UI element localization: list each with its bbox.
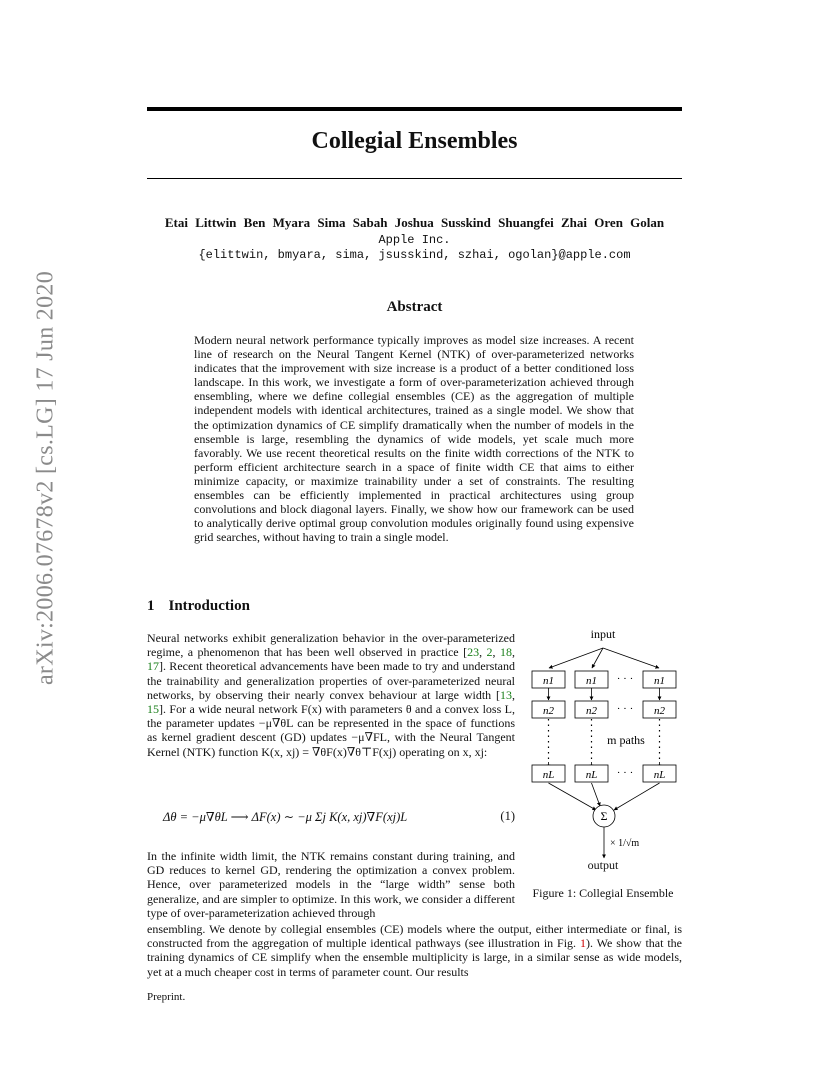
citation-link[interactable]: 18 <box>500 645 512 660</box>
equation-1 <box>163 803 515 839</box>
node-label: n1 <box>586 675 597 687</box>
author-list: Etai Littwin Ben Myara Sima Sabah Joshua Susskind Shuangfei Zhai Oren Golan <box>164 215 665 230</box>
sum-symbol: Σ <box>600 809 608 823</box>
node-label: nL <box>542 769 555 781</box>
node-label: nL <box>585 769 598 781</box>
equation-number: (1) <box>500 809 515 823</box>
citation-group-1: 23, 2, 18, 17 <box>147 645 515 674</box>
arrow-converge <box>549 783 597 810</box>
citation-link[interactable]: 15 <box>147 702 159 717</box>
node-label: n2 <box>543 705 554 717</box>
citation-link[interactable]: 2 <box>486 645 493 660</box>
arrow-input-left <box>549 648 603 668</box>
arrow-converge <box>614 783 660 810</box>
title-bottom-rule <box>147 178 682 179</box>
citation-link[interactable]: 23 <box>467 645 480 660</box>
citation-link[interactable]: 17 <box>147 659 159 674</box>
figure-caption: Figure 1: Collegial Ensemble <box>532 886 674 900</box>
node-label: n2 <box>586 705 597 717</box>
intro-text-e: ). We show that the training dynamics of CE simplify when the ensemble multiplicity is large, in a similar sense as wide models, yet at a much cheaper cost in terms of parameter count. Our results <box>147 936 682 979</box>
intro-text-c: ]. For a wide neural network F(x) with parameters θ and a convex loss L, the parameter updates −μ∇θL can be represented in the space of functions as kernel gradient descent (GD) updates −μ∇FL, with the Neural Tangent Kernel (NTK) function K(x, xj) = ∇θF(x)∇θ⊤F(xj) operating on x, xj: <box>147 702 515 759</box>
equation-body: Δθ = −μ∇θL ⟶ ΔF(x) ∼ −μ Σj K(x, xj)∇F(xj)L <box>163 810 408 824</box>
section-heading <box>147 598 250 615</box>
ellipsis-h: · · · <box>616 767 634 779</box>
intro-paragraph-1 <box>147 631 515 759</box>
paths-label: m paths <box>607 733 645 747</box>
section-title: Introduction <box>168 598 250 614</box>
title-top-rule <box>147 107 682 111</box>
node-label: n1 <box>543 675 554 687</box>
intro-text-b: ]. Recent theoretical advancements have been made to try and understand the trainability and generalization properties of over-parameterized neural networks, by observing their nearly convex behaviour at large width [ <box>147 659 515 702</box>
abstract-body: Modern neural network performance typically improves as model size increases. A recent line of research on the Neural Tangent Kernel (NTK) of over-parameterized networks indicates that the improvement with size increase is a product of a better conditioned loss landscape. In this work, we investigate a form of over-parameterization achieved through ensembling, where we define collegial ensembles (CE) as the aggregation of multiple independent models with identical architectures, trained as a single model. We show that the optimization dynamics of CE simplify dramatically when the number of models in the ensemble is large, resembling the dynamics of wide models, yet scale much more favorably. We use recent theoretical results on the finite width corrections of the NTK to perform efficient architecture search in a space of finite width CE that aims to either minimize capacity, or maximize trainability under a set of constraints. The resulting ensembles can be efficiently implemented in practical architectures using group convolutions and block diagonal layers. Finally, we show how our framework can be used to analytically derive optimal group convolution modules originally found using expensive grid searches, without having to train a single model. <box>194 333 634 545</box>
affiliation: Apple Inc. <box>378 233 451 247</box>
figure-output-label: output <box>587 858 619 872</box>
node-label: n1 <box>654 675 665 687</box>
scale-label: × 1/√m <box>610 838 640 849</box>
node-label: n2 <box>654 705 665 717</box>
ellipsis-h: · · · <box>616 703 634 715</box>
intro-paragraph-2: In the infinite width limit, the NTK remains constant during training, and GD reduces to kernel GD, rendering the optimization a convex problem. Hence, over parameterized models in the “large width” sense both generalize, and are simpler to optimize. In this work, we consider a different type of over-parameterization achieved through <box>147 849 515 920</box>
node-label: nL <box>653 769 666 781</box>
figure-input-label: input <box>590 627 616 641</box>
citation-link[interactable]: 13 <box>500 687 512 702</box>
arrow-input-right <box>603 648 659 668</box>
intro-text-d: ensembling. We denote by collegial ensembles (CE) models where the output, either intermediate or final, is constructed from the aggregation of multiple identical pathways (see illustration in Fig. <box>147 922 682 951</box>
arxiv-id: arXiv:2006.07678v2 [cs.LG] 17 Jun 2020 <box>32 270 59 686</box>
intro-text-a: Neural networks exhibit generalization behavior in the over-parameterized regime, a phenomenon that has been well observed in practice [ <box>147 631 515 660</box>
author-emails: {elittwin, bmyara, sima, jsusskind, szhai, ogolan}@apple.com <box>198 248 631 262</box>
citation-group-2: 13, 15 <box>147 687 515 717</box>
arrow-input-mid <box>592 648 603 668</box>
footer-preprint: Preprint. <box>147 991 186 1003</box>
figure-reference-link[interactable]: 1 <box>579 936 586 951</box>
paper-title: Collegial Ensembles <box>311 128 518 154</box>
abstract-heading: Abstract <box>386 299 443 315</box>
ellipsis-h: · · · <box>616 673 634 685</box>
figure-collegial-ensemble <box>522 622 684 862</box>
arrow-converge <box>592 783 601 806</box>
section-number: 1 <box>147 598 155 614</box>
intro-paragraph-3 <box>147 922 682 979</box>
